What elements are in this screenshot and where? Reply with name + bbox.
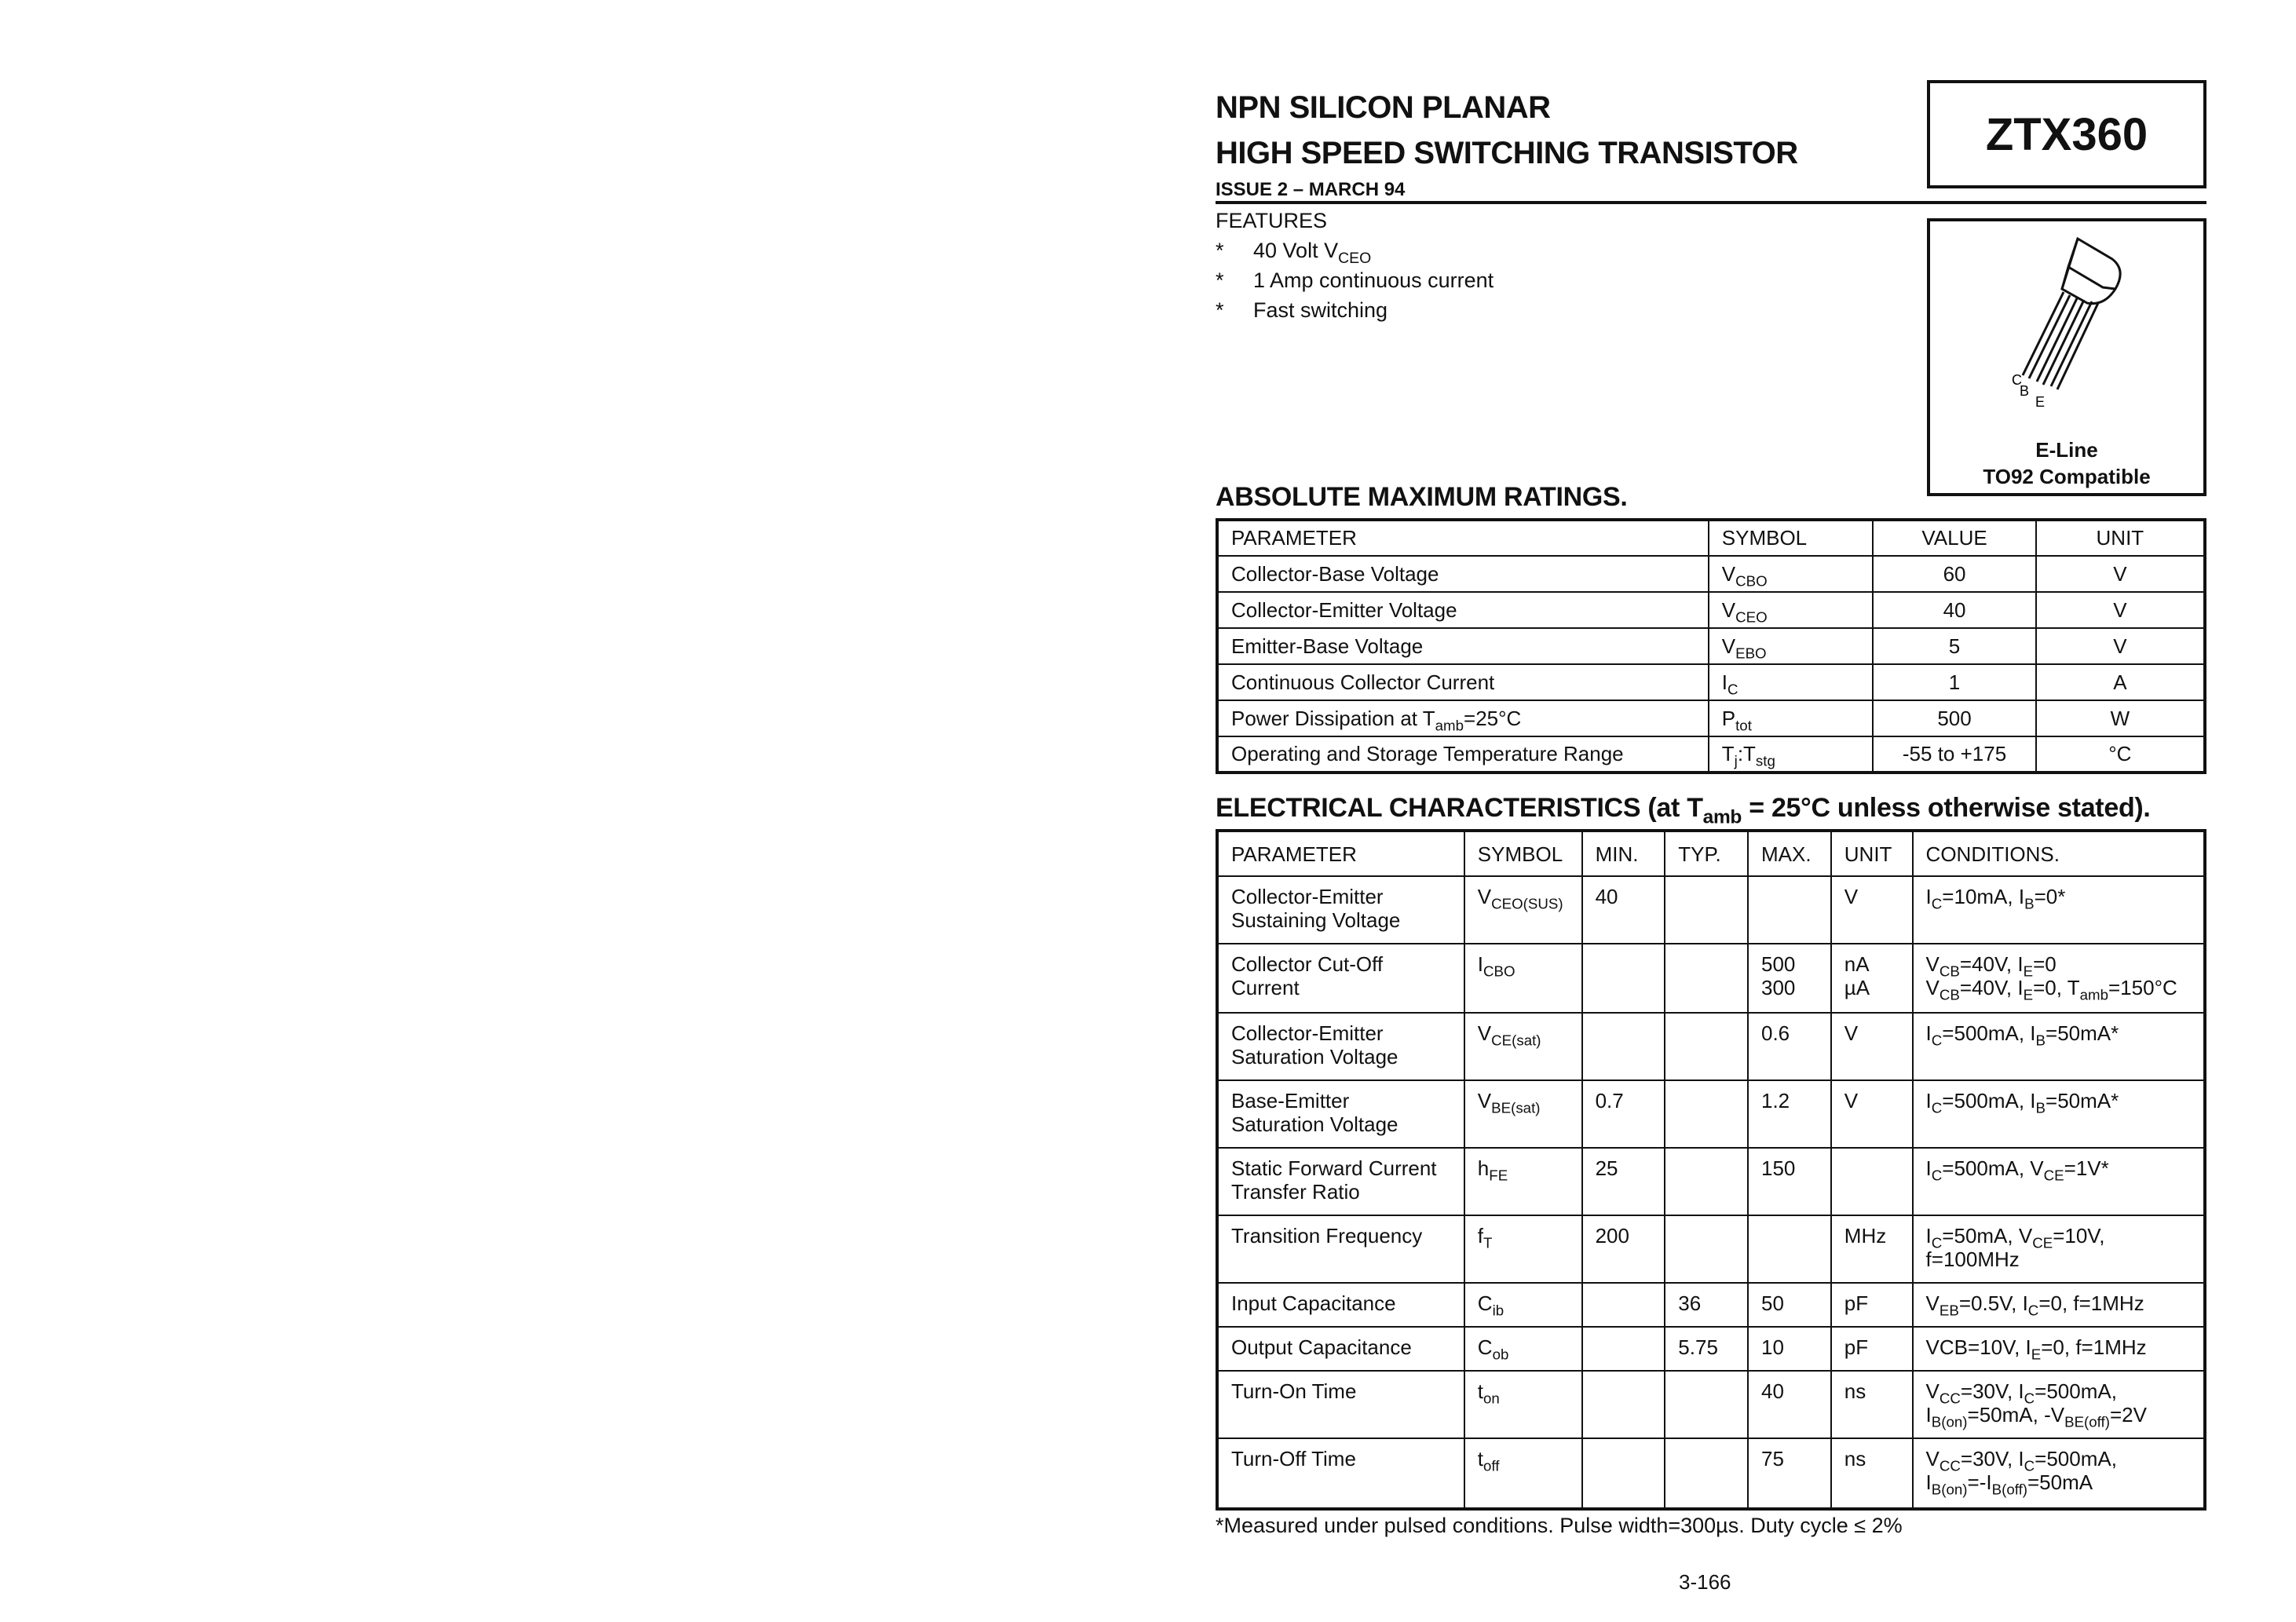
table-row [1217,1327,2205,1371]
table-row: Collector-Emitter Voltage $V_{CEO}$ 40 V [1217,592,2205,628]
conditions-cell: $V_{EB}=0.5V$, $I_C=0$, f=1MHz [1913,1283,2205,1327]
symbol-cell: $C_{ob}$ [1464,1327,1582,1371]
max-cell: 10 [1748,1327,1831,1371]
unit-cell: V [1831,876,1913,944]
package-label-2: TO92 Compatible [1983,465,2151,488]
conditions-cell: $V_{CC}=30V$, $I_C=500mA$, $I_{B(on)}=-I_{B(off)}=50mA$ [1913,1438,2205,1509]
pin-e-label: E [2035,394,2046,410]
part-number: ZTX360 [1985,108,2148,160]
feature-item: * 1 Amp continuous current [1216,269,1494,292]
feature-item: * Fast switching [1216,298,1388,322]
header-cell: UNIT [1831,831,1913,876]
max-cell: 40 [1748,1371,1831,1438]
min-cell [1582,1283,1665,1327]
max-cell: 50 [1748,1283,1831,1327]
min-cell [1582,1371,1665,1438]
table-row [1217,876,2205,944]
min-cell: 0.7 [1582,1080,1665,1148]
min-cell [1582,944,1665,1013]
features-heading: FEATURES [1216,209,1328,232]
symbol-cell: $h_{FE}$ [1464,1148,1582,1215]
param-cell: Collector-Emitter Sustaining Voltage [1217,876,1464,944]
typ-cell: 5.75 [1665,1327,1748,1371]
header-cell: MIN. [1582,831,1665,876]
param-cell: Turn-On Time [1217,1371,1464,1438]
typ-cell [1665,1371,1748,1438]
unit-cell: MHz [1831,1215,1913,1283]
table-row [1217,1148,2205,1215]
table-row: Continuous Collector Current $I_C$ 1 A [1217,664,2205,700]
table-row: Power Dissipation at $T_{amb}=25^\circ C$ $P_{tot}$ 500 W [1217,700,2205,736]
conditions-cell: $I_C=500mA$, $I_B=50mA*$ [1913,1080,2205,1148]
table-row: Operating and Storage Temperature Range $T_j:T_{stg}$ -55 to +175 °C [1217,736,2205,773]
typ-cell [1665,1080,1748,1148]
feature-item: * 40 Volt $V_{CEO}$ [1216,239,1372,267]
part-number-box [1927,80,2206,188]
header-cell: PARAMETER [1217,520,1709,556]
param-cell: Collector Cut-Off Current [1217,944,1464,1013]
symbol-cell: $t_{on}$ [1464,1371,1582,1438]
conditions-cell: $V_{CC}=30V$, $I_C=500mA$, $I_{B(on)}=50mA$, $-V_{BE(off)}=2V$ [1913,1371,2205,1438]
min-cell: 25 [1582,1148,1665,1215]
pin-c-label: C [2012,372,2022,388]
table-row [1217,1283,2205,1327]
footnote: *Measured under pulsed conditions. Pulse width=300µs. Duty cycle ≤ 2% [1216,1514,1903,1537]
page-number: 3-166 [1679,1570,1731,1594]
title-line-2: HIGH SPEED SWITCHING TRANSISTOR [1216,136,1798,170]
table-row [1217,944,2205,1013]
table-header-row [1217,831,2205,876]
max-cell [1748,1215,1831,1283]
min-cell: 40 [1582,876,1665,944]
min-cell [1582,1327,1665,1371]
unit-cell: pF [1831,1327,1913,1371]
symbol-cell: $V_{BE(sat)}$ [1464,1080,1582,1148]
table-row [1217,1215,2205,1283]
table-header-row [1217,520,2205,556]
header-cell: MAX. [1748,831,1831,876]
conditions-cell: $I_C=500mA$, $V_{CE}=1V*$ [1913,1148,2205,1215]
symbol-cell: $I_{CBO}$ [1464,944,1582,1013]
param-cell: Output Capacitance [1217,1327,1464,1371]
unit-cell: pF [1831,1283,1913,1327]
typ-cell: 36 [1665,1283,1748,1327]
package-box [1927,218,2206,496]
typ-cell [1665,876,1748,944]
conditions-cell: VCB=10V, $I_E=0$, f=1MHz [1913,1327,2205,1371]
table-row: Emitter-Base Voltage $V_{EBO}$ 5 V [1217,628,2205,664]
table-row [1217,1438,2205,1509]
header-rule [1216,201,2206,204]
conditions-cell: $I_C=10mA$, $I_B=0*$ [1913,876,2205,944]
typ-cell [1665,1215,1748,1283]
unit-cell: V [1831,1080,1913,1148]
pin-b-label: B [2020,383,2030,399]
elec-heading: ELECTRICAL CHARACTERISTICS (at $T_{amb} = 25^\circ C$ unless otherwise stated). [1216,793,2151,828]
symbol-cell: $C_{ib}$ [1464,1283,1582,1327]
min-cell [1582,1438,1665,1509]
header-cell: TYP. [1665,831,1748,876]
table-row: Collector-Base Voltage $V_{CBO}$ 60 V [1217,556,2205,592]
max-cell [1748,876,1831,944]
features [1216,206,1493,325]
unit-cell: ns [1831,1371,1913,1438]
table-row [1217,1080,2205,1148]
max-cell: 500 300 [1748,944,1831,1013]
typ-cell [1665,1148,1748,1215]
symbol-cell: $t_{off}$ [1464,1438,1582,1509]
header-cell: CONDITIONS. [1913,831,2205,876]
param-cell: Base-Emitter Saturation Voltage [1217,1080,1464,1148]
header-cell: VALUE [1873,520,2035,556]
unit-cell [1831,1148,1913,1215]
package-label-1: E-Line [2035,438,2098,462]
max-cell: 75 [1748,1438,1831,1509]
max-cell: 1.2 [1748,1080,1831,1148]
conditions-cell: $I_C=500mA$, $I_B=50mA*$ [1913,1013,2205,1080]
issue-label: ISSUE 2 – MARCH 94 [1216,179,1406,200]
unit-cell: V [1831,1013,1913,1080]
max-cell: 0.6 [1748,1013,1831,1080]
unit-cell: nA µA [1831,944,1913,1013]
elec-table [1216,829,2206,1511]
min-cell: 200 [1582,1215,1665,1283]
table-row [1217,1371,2205,1438]
conditions-cell: $I_C=50mA$, $V_{CE}=10V$, f=100MHz [1913,1215,2205,1283]
unit-cell: ns [1831,1438,1913,1509]
symbol-cell: $V_{CE(sat)}$ [1464,1013,1582,1080]
title-block [1216,85,1798,176]
param-cell: Turn-Off Time [1217,1438,1464,1509]
header-cell: SYMBOL [1709,520,1874,556]
abs-max-heading: ABSOLUTE MAXIMUM RATINGS. [1216,482,1628,512]
param-cell: Transition Frequency [1217,1215,1464,1283]
table-row [1217,1013,2205,1080]
param-cell: Collector-Emitter Saturation Voltage [1217,1013,1464,1080]
min-cell [1582,1013,1665,1080]
symbol-cell: $V_{CEO(SUS)}$ [1464,876,1582,944]
max-cell: 150 [1748,1148,1831,1215]
header-cell: UNIT [2036,520,2205,556]
abs-max-table [1216,518,2206,774]
param-cell: Input Capacitance [1217,1283,1464,1327]
header-cell: SYMBOL [1464,831,1582,876]
conditions-cell: $V_{CB}=40V$, $I_E=0$ $V_{CB}=40V$, $I_E=0$, $T_{amb}=150^\circ C$ [1913,944,2205,1013]
typ-cell [1665,944,1748,1013]
header-cell: PARAMETER [1217,831,1464,876]
typ-cell [1665,1013,1748,1080]
symbol-cell: $f_T$ [1464,1215,1582,1283]
title-line-1: NPN SILICON PLANAR [1216,90,1551,125]
typ-cell [1665,1438,1748,1509]
param-cell: Static Forward Current Transfer Ratio [1217,1148,1464,1215]
